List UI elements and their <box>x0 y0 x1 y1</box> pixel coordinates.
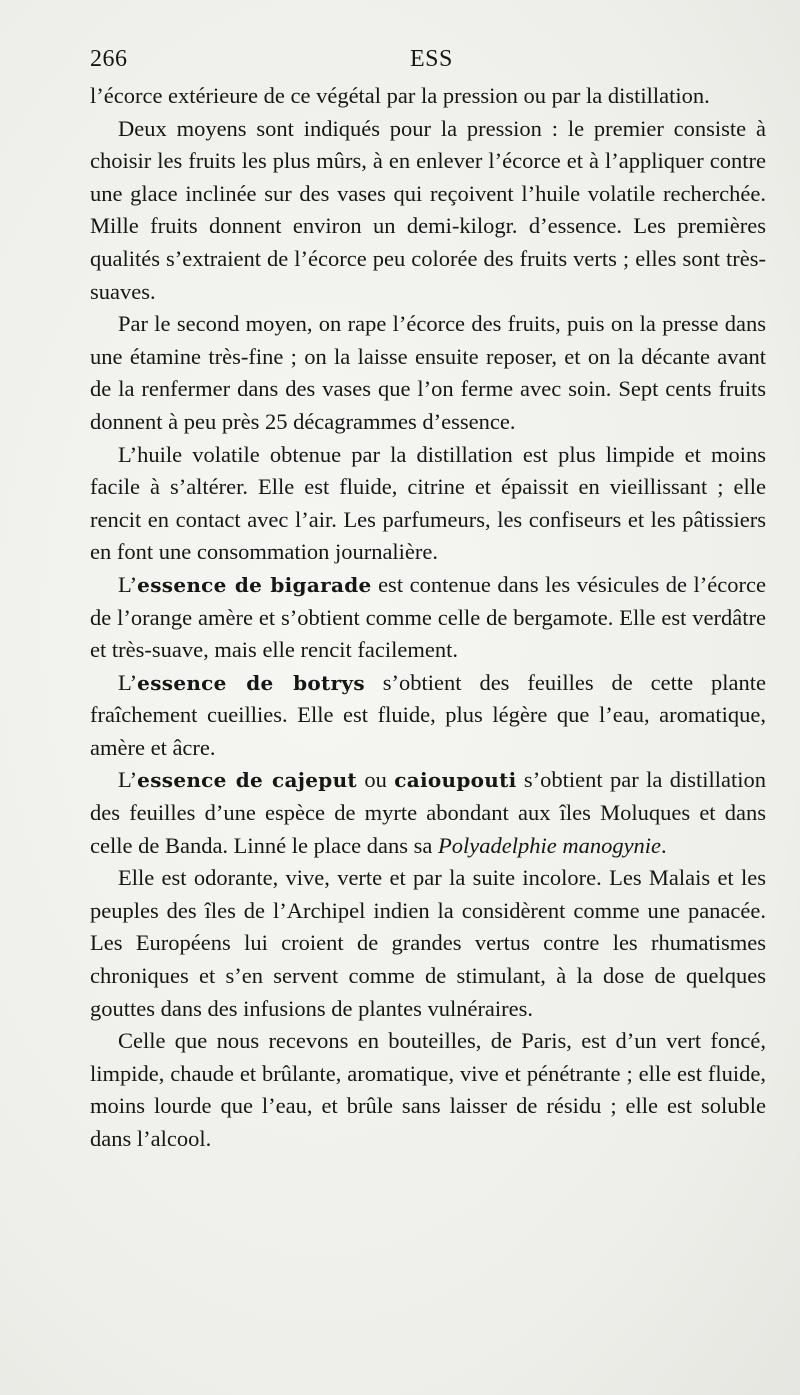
text-segment: ou <box>356 767 395 793</box>
text-segment: l’écorce extérieure de ce végétal par la pression ou par la distillation. <box>90 83 710 108</box>
text-segment: s’obtient des feuilles de cette plante fraîchement cueillies. Elle est fluide, plus légère que l’eau, aromatique, amère et âcre. <box>90 669 766 760</box>
paragraph <box>90 569 766 667</box>
text-segment: Elle est odorante, vive, verte et par la suite incolore. Les Malais et les peuples des îles de l’Archipel indien la considèrent comme une panacée. Les Européens lui croient de grandes vertus contre les rhumatismes chroniques et s’en servent comme de stimulant, à la dose de quelques gouttes dans des infusions de plantes vulnéraires. <box>90 865 766 1021</box>
text-segment: L’ <box>118 767 138 793</box>
entry-term: essence de botrys <box>137 670 365 695</box>
running-head <box>90 46 766 80</box>
entry-term: caioupouti <box>394 768 517 793</box>
paragraph <box>90 439 766 569</box>
entry-term: essence de cajeput <box>137 768 357 793</box>
paragraph <box>90 113 766 309</box>
paragraph <box>90 764 766 862</box>
text-segment: Par le second moyen, on rape l’écorce des fruits, puis on la presse dans une étamine très-fine ; on la laisse ensuite reposer, et on la décante avant de la renfermer dans des vases que l’on ferme avec soin. Sept cents fruits donnent à peu près 25 décagrammes d’essence. <box>90 311 766 434</box>
paragraph <box>90 80 766 113</box>
text-segment: L’huile volatile obtenue par la distillation est plus limpide et moins facile à s’altérer. Elle est fluide, citrine et épaissit en vieillissant ; elle rencit en contact avec l’air. Les parfumeurs, les confiseurs et les pâtissiers en font une consommation journalière. <box>90 441 766 565</box>
running-title: ESS <box>410 46 453 72</box>
text-segment: L’ <box>118 669 138 695</box>
paragraph <box>90 1025 766 1155</box>
text-segment: Deux moyens sont indiqués pour la pression : le premier consiste à choisir les fruits les plus mûrs, à en enlever l’écorce et à l’appliquer contre une glace inclinée sur des vases qui reçoivent l’huile volatile recherchée. Mille fruits donnent environ un demi-kilogr. d’essence. Les premières qualités s’extraient de l’écorce peu colorée des fruits verts ; elles sont très-suaves. <box>90 115 766 304</box>
paragraph <box>90 308 766 438</box>
text-segment: L’ <box>118 571 138 597</box>
italic-text: Polyadelphie manogynie <box>437 832 662 858</box>
page-number: 266 <box>90 46 128 72</box>
paragraph <box>90 862 766 1025</box>
text-segment: . <box>661 832 667 858</box>
text-segment: est contenue dans les vésicules de l’écorce de l’orange amère et s’obtient comme celle de bergamote. Elle est verdâtre et très-suave, mais elle rencit facilement. <box>90 571 766 663</box>
text-segment: Celle que nous recevons en bouteilles, de Paris, est d’un vert foncé, limpide, chaude et brûlante, aromatique, vive et pénétrante ; elle est fluide, moins lourde que l’eau, et brûle sans laisser de résidu ; elle est soluble dans l’alcool. <box>90 1028 766 1151</box>
entry-term: essence de bigarade <box>137 572 372 597</box>
body-text <box>90 80 766 1156</box>
text-segment: s’obtient par la distillation des feuilles d’une espèce de myrte abondant aux îles Moluques et dans celle de Banda. Linné le place dans sa <box>90 767 767 858</box>
paragraph <box>90 667 766 765</box>
